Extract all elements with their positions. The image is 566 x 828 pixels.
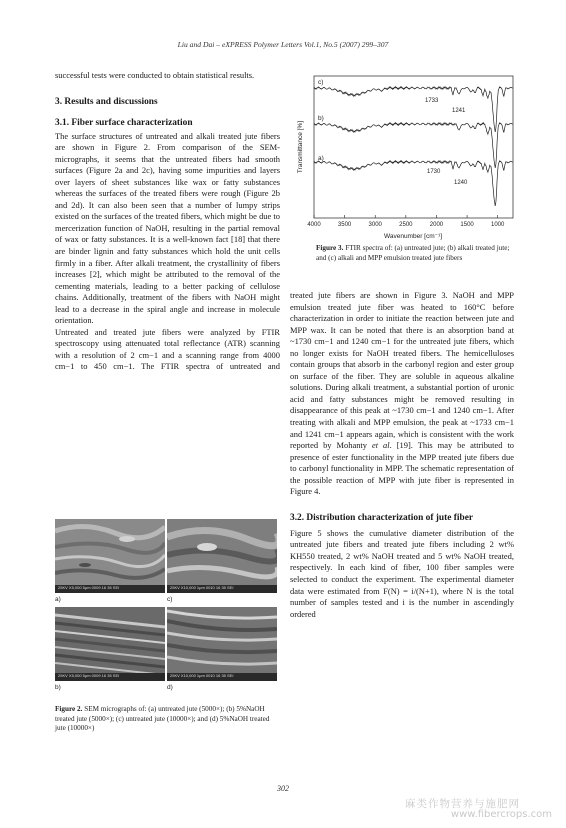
ftir-results-text: treated jute fibers are shown in Figure 3. NaOH and MPP emulsion treated jute fiber was heated to 160°C before characterization in order to initiate the reaction between jute and MPP wax. It can be noted that there is an absorption band at ~1730 cm−1 and 1240 cm−1 for the untreated jute fibers, which no longer exists for NaOH treated fibers. The hemicelluloses contain groups that absorb in the carbonyl region and ester group on surface of the fiber. They are soluble in aqueous alkaline solutions. During alkali treatment, a substantial portion of uronic acid and fatty substances might be removed resulting in disappearance of this peak at ~1730 cm−1 and 1240 cm−1. After treating with alkali and MPP emulsion, the peak at ~1733 cm−1 and 1241 cm−1 appears again, which is consistent with the work reported by Mohanty [290, 290, 514, 451]
sem-scale-bar-b: 25KV X5,000 5μm 0009 16 35 SEI [58, 673, 120, 678]
figure2-caption [55, 705, 280, 734]
ftir-x-tick-label: 3500 [337, 222, 352, 228]
left-column [55, 70, 280, 373]
figure3-caption-text: FTIR spectra of: (a) untreated jute; (b) alkali treated jute; and (c) alkali and MPP emulsion treated jute fibers [316, 244, 510, 262]
running-header: Liu and Dai – eXPRESS Polymer Letters Vol.1, No.5 (2007) 299–307 [177, 40, 389, 49]
ftir-x-tick-label: 2500 [399, 222, 413, 228]
ftir-x-ticks [307, 215, 505, 228]
panel-label-b: b) [55, 684, 61, 691]
ftir-results-text-end: . [19]. This may be attributed to presence of ester functionality in the MPP treated jute fibers due to carbonyl functionality in MPP. The schematic representation of the possible reaction of MPP with jute fiber is represented in Figure 4. [290, 440, 515, 497]
ftir-peak-label-1241: 1241 [452, 108, 466, 114]
ftir-curve-b [314, 123, 512, 168]
right-column [290, 290, 514, 620]
figure3-caption-label: Figure 3. [316, 244, 344, 252]
panel-label-d: d) [167, 684, 173, 691]
sem-scale-bar-d: 25KV X10,000 1μm 0010 16 35 SEI [170, 673, 234, 678]
ftir-peak-label-1240: 1240 [454, 180, 468, 186]
figure2-caption-label: Figure 2. [55, 705, 83, 713]
panel-label-a: a) [55, 596, 61, 603]
paragraph-distribution: Figure 5 shows the cumulative diameter distribution of the untreated jute fibers and treated jute fibers including 2 wt% KH550 treated, 2 wt% NaOH treated and 5 wt% NaOH treated, respectively. In each kind of fiber, 100 fiber samples were selected to conduct the experiment. The experimental diameter data were estimated from F(N) = i/(N+1), where N is the total number of samples tested and i is the number in ascendingly ordered [290, 527, 514, 619]
subsection-heading-distribution: 3.2. Distribution characterization of jute fiber [290, 512, 474, 523]
figure3-caption [316, 244, 512, 263]
watermark-chinese: 麻类作物营养与施肥网 [405, 798, 520, 810]
intro-paragraph: successful tests were conducted to obtain statistical results. [55, 70, 255, 80]
et-al-italic: et al [371, 440, 390, 451]
sem-image-c [167, 519, 277, 593]
ftir-x-tick-label: 2000 [429, 222, 444, 228]
ftir-chart [290, 66, 520, 244]
ftir-peak-label-1733: 1733 [425, 98, 439, 104]
paragraph-surface: The surface structures of untreated and alkali treated jute fibers are shown in Figure 2. From comparison of the SEM-micrographs, it seems that the untreated fibers had smooth surfaces (Figure 2a and 2c), having some impurities and layers over layers of sheet substances like wax or fatty substances whereas the surfaces of the treated fibers were rough (Figure 2b and 2d). It can also been seen that a number of lumpy strips existed on the surfaces of the treated fibers, which might be due to mercerization function of NaOH, resulting in the partial removal of wax or fatty substances. It is a well-known fact [18] that there are binder lignin and fatty substances which hold the unit cells firmly in a fiber. After alkali treatment, the crystallinity of fibers increases [2], which might be attributed to the removal of the cementing materials, leading to a better packing of cellulose chains. Additionally, treatment of the fibers with NaOH might lead to a decrease in the spiral angle and increase in molecule orientation. [55, 130, 280, 326]
ftir-curve-label-a: a) [318, 155, 324, 162]
paragraph-ftir-results [290, 290, 514, 498]
figure2-caption-text: SEM micrographs of: (a) untreated jute (5000×); (b) 5%NaOH treated jute (5000×); (c) untreated jute (10000×); and (d) 5%NaOH treated jute (10000×) [55, 705, 270, 732]
sem-scale-bar-c: 25KV X10,000 1μm 0010 16 35 SEI [170, 585, 234, 590]
ftir-x-tick-label: 1000 [491, 222, 505, 228]
page-number: 302 [277, 784, 289, 793]
sem-image-b [55, 607, 165, 681]
ftir-x-tick-label: 4000 [307, 222, 321, 228]
section-heading-results: 3. Results and discussions [55, 96, 158, 107]
ftir-peak-label-1730: 1730 [427, 169, 441, 175]
panel-label-c: c) [167, 596, 173, 603]
subsection-heading-fiber-surface: 3.1. Fiber surface characterization [55, 117, 193, 128]
ftir-x-tick-label: 3000 [368, 222, 382, 228]
sem-scale-bar-a: 25KV X5,000 5μm 0009 16 35 SEI [58, 585, 120, 590]
sem-image-a [55, 519, 165, 593]
ftir-curve-label-c: c) [318, 79, 324, 86]
ftir-x-axis-label: Wavenumber [cm⁻¹] [383, 233, 443, 240]
ftir-x-tick-label: 1500 [460, 222, 474, 228]
sem-image-d [167, 607, 277, 681]
paragraph-ftir-intro: Untreated and treated jute fibers were analyzed by FTIR spectroscopy using attenuated total reflectance (ATR) scanning with a resolution of 2 cm−1 and a scanning range from 4000 cm−1 to 450 cm−1. The FTIR spectra of untreated and [55, 326, 280, 372]
ftir-curve-label-b: b) [318, 115, 324, 122]
ftir-curve-c [314, 87, 512, 132]
ftir-curve-a [314, 161, 512, 206]
watermark-url: www.fibercrops.com [450, 809, 552, 820]
ftir-y-axis-label: Transmittance [%] [297, 120, 304, 174]
ftir-plot-frame [314, 76, 513, 218]
